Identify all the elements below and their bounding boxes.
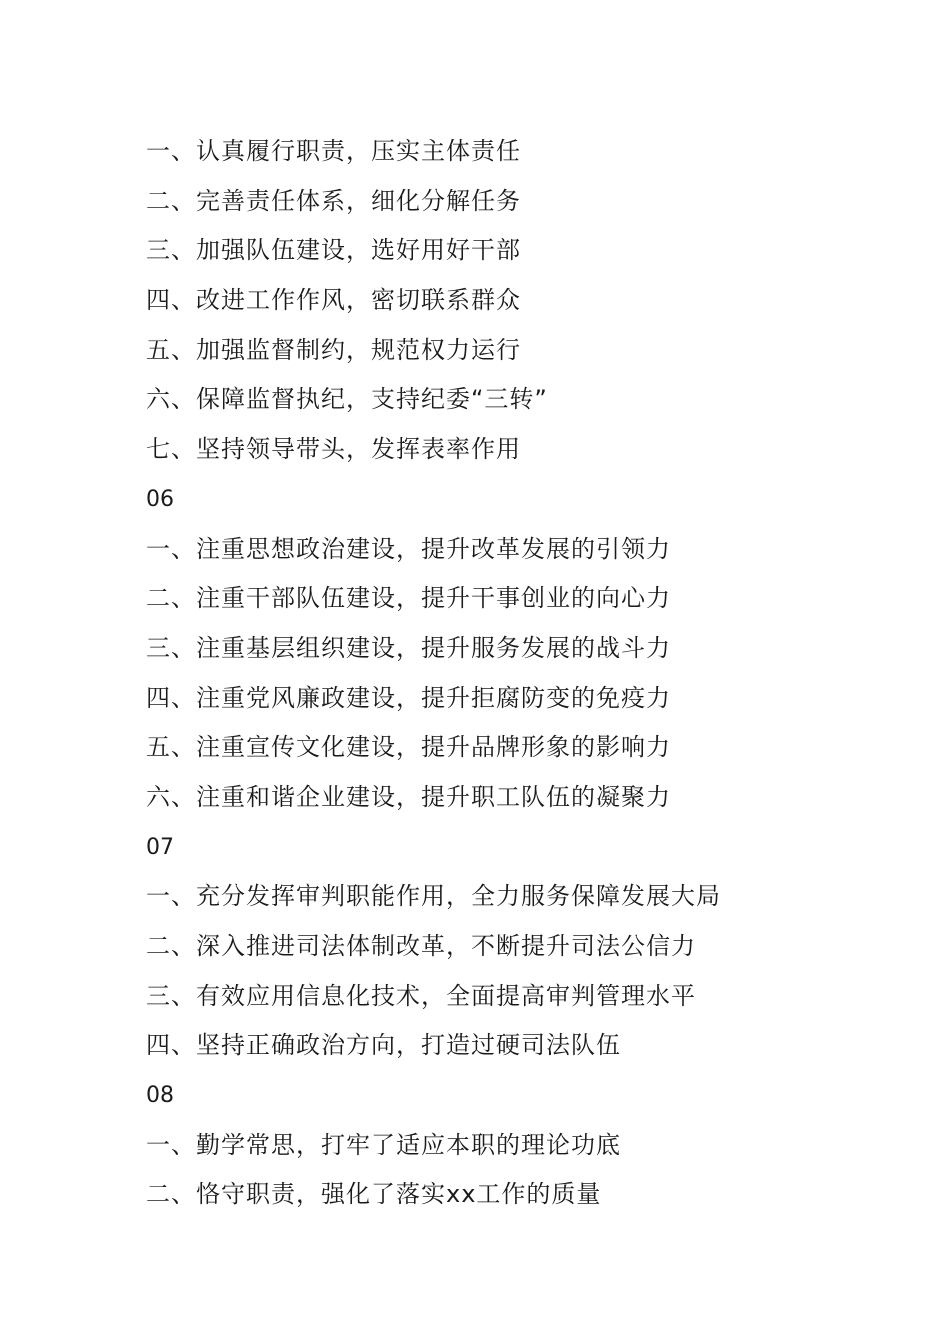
text-line: 二、完善责任体系，细化分解任务 [146, 186, 521, 215]
text-line: 三、注重基层组织建设，提升服务发展的战斗力 [146, 633, 671, 662]
text-line: 五、加强监督制约，规范权力运行 [146, 335, 521, 364]
text-line: 一、勤学常思，打牢了适应本职的理论功底 [146, 1130, 621, 1159]
text-line: 六、保障监督执纪，支持纪委“三转” [146, 385, 548, 414]
text-line: 四、注重党风廉政建设，提升拒腐防变的免疫力 [146, 683, 671, 712]
text-line: 四、改进工作作风，密切联系群众 [146, 286, 521, 315]
text-line: 五、注重宣传文化建设，提升品牌形象的影响力 [146, 733, 671, 762]
text-line: 四、坚持正确政治方向，打造过硬司法队伍 [146, 1031, 621, 1060]
section-number: 08 [146, 1083, 174, 1109]
text-line: 二、恪守职责，强化了落实xx工作的质量 [146, 1180, 602, 1209]
section-number: 06 [146, 486, 174, 512]
text-line: 七、坚持领导带头，发挥表率作用 [146, 435, 521, 464]
text-line: 一、认真履行职责，压实主体责任 [146, 137, 521, 165]
text-line: 一、充分发挥审判职能作用，全力服务保障发展大局 [146, 882, 721, 911]
text-line: 三、有效应用信息化技术，全面提高审判管理水平 [146, 981, 696, 1010]
text-line: 二、注重干部队伍建设，提升干事创业的向心力 [146, 584, 671, 613]
document-body [146, 127, 906, 1220]
text-line: 二、深入推进司法体制改革，不断提升司法公信力 [146, 932, 696, 960]
text-line: 一、注重思想政治建设，提升改革发展的引领力 [146, 534, 671, 563]
text-line: 六、注重和谐企业建设，提升职工队伍的凝聚力 [146, 782, 671, 811]
text-line: 三、加强队伍建设，选好用好干部 [146, 236, 521, 265]
section-number: 07 [146, 834, 174, 860]
